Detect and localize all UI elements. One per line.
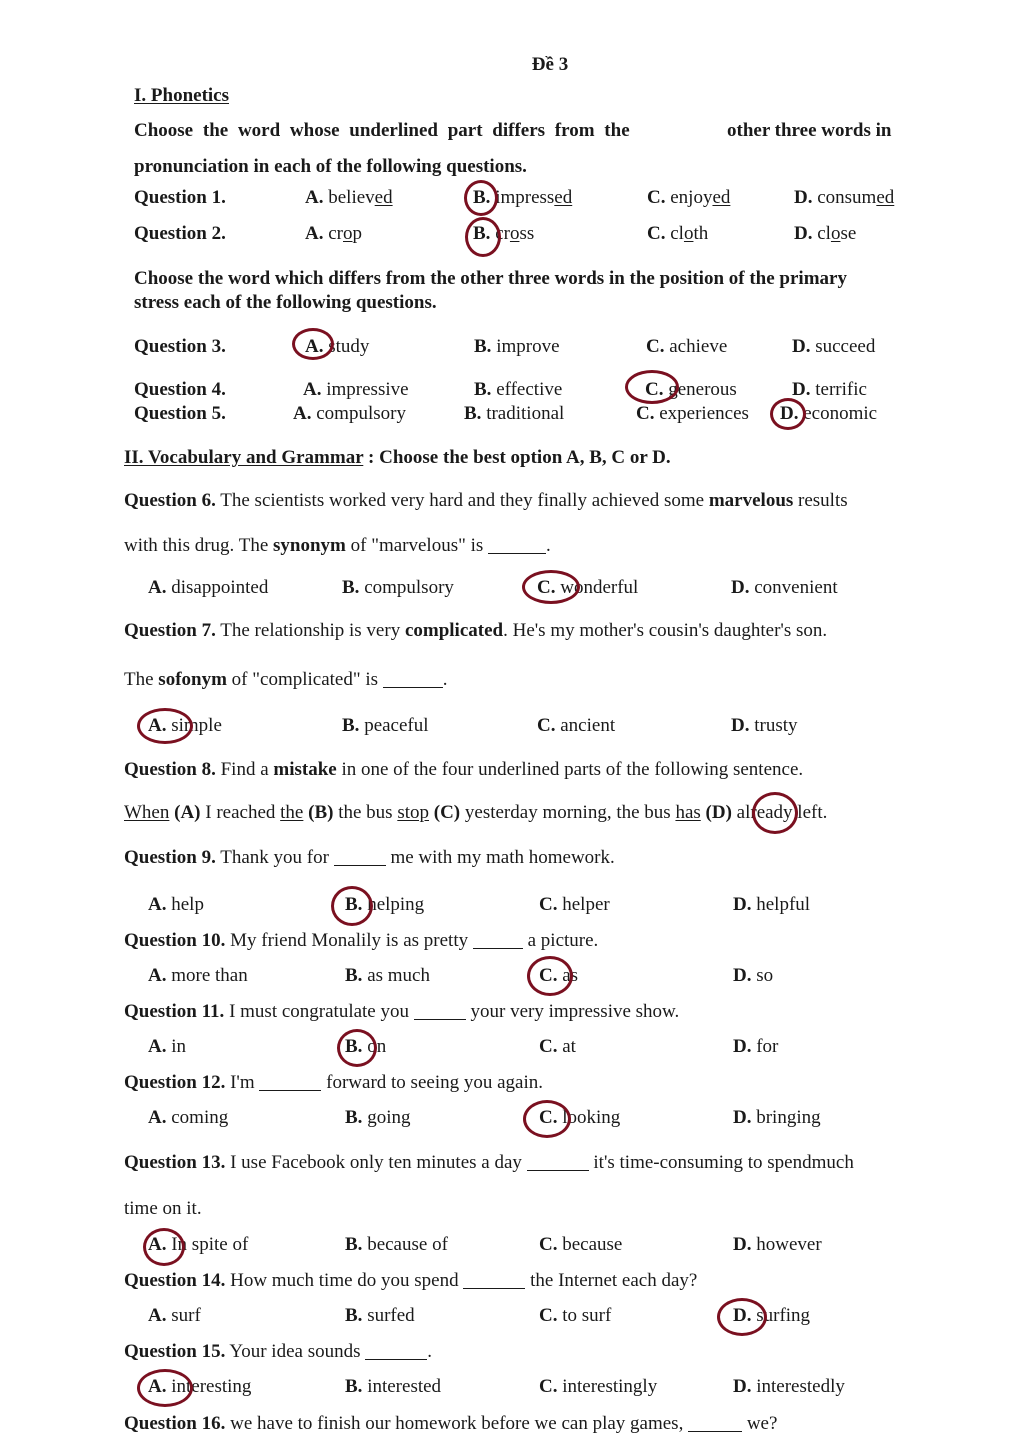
q2-option-a[interactable]: A. crop	[305, 223, 362, 244]
instruction-stress-line2: stress each of the following questions.	[134, 292, 437, 313]
q1-option-b[interactable]: B. impressed	[473, 187, 573, 208]
q15-option-d[interactable]: D. interestedly	[733, 1376, 845, 1397]
q11-option-b[interactable]: B. on	[345, 1036, 387, 1057]
question-5-label: Question 5.	[134, 403, 226, 424]
q15-option-b[interactable]: B. interested	[345, 1376, 442, 1397]
q3-option-d[interactable]: D. succeed	[792, 336, 876, 357]
section-vocabulary-heading: II. Vocabulary and Grammar : Choose the best option A, B, C or D.	[124, 447, 671, 468]
q13-option-d[interactable]: D. however	[733, 1234, 822, 1255]
q6-option-c[interactable]: C. wonderful	[537, 577, 639, 598]
q10-option-b[interactable]: B. as much	[345, 965, 430, 986]
q2-option-b[interactable]: B. cross	[473, 223, 535, 244]
question-2-label: Question 2.	[134, 223, 226, 244]
question-4-label: Question 4.	[134, 379, 226, 400]
q4-option-c[interactable]: C. generous	[645, 379, 737, 400]
q14-option-c[interactable]: C. to surf	[539, 1305, 612, 1326]
q9-option-b[interactable]: B. helping	[345, 894, 425, 915]
question-15-line: Question 15. Your idea sounds .	[124, 1341, 432, 1362]
q10-option-c[interactable]: C. as	[539, 965, 579, 986]
q6-option-d[interactable]: D. convenient	[731, 577, 838, 598]
q7-option-a[interactable]: A. simple	[148, 715, 222, 736]
page-title: Đề 3	[531, 54, 569, 75]
q3-option-c[interactable]: C. achieve	[646, 336, 728, 357]
q12-option-a[interactable]: A. coming	[148, 1107, 229, 1128]
q14-option-b[interactable]: B. surfed	[345, 1305, 415, 1326]
q12-option-c[interactable]: C. looking	[539, 1107, 621, 1128]
question-3-label: Question 3.	[134, 336, 226, 357]
q5-option-b[interactable]: B. traditional	[464, 403, 565, 424]
q6-option-b[interactable]: B. compulsory	[342, 577, 454, 598]
q2-option-d[interactable]: D. close	[794, 223, 857, 244]
instruction-pronunciation-line1b: other three words in	[727, 120, 892, 141]
q5-option-d[interactable]: D. economic	[780, 403, 878, 424]
question-13-line2: time on it.	[124, 1198, 202, 1219]
q1-option-a[interactable]: A. believed	[305, 187, 393, 208]
question-10-line: Question 10. My friend Monalily is as pretty a picture.	[124, 930, 599, 951]
q10-option-a[interactable]: A. more than	[148, 965, 248, 986]
question-6-line1: Question 6. The scientists worked very hard and they finally achieved some marvelous results	[124, 490, 848, 511]
question-12-line: Question 12. I'm forward to seeing you again.	[124, 1072, 543, 1093]
question-8-line1: Question 8. Find a mistake in one of the four underlined parts of the following sentence.	[124, 759, 804, 780]
question-16-line: Question 16. we have to finish our homework before we can play games, we?	[124, 1413, 778, 1434]
question-14-line: Question 14. How much time do you spend the Internet each day?	[124, 1270, 698, 1291]
question-1-label: Question 1.	[134, 187, 226, 208]
q4-option-d[interactable]: D. terrific	[792, 379, 867, 400]
instruction-stress-line1: Choose the word which differs from the other three words in the position of the primary	[134, 268, 847, 289]
question-11-line: Question 11. I must congratulate you your very impressive show.	[124, 1001, 680, 1022]
question-13-line1: Question 13. I use Facebook only ten minutes a day it's time-consuming to spendmuch	[124, 1152, 854, 1173]
instruction-pronunciation-line1: Choose the word whose underlined part differs from the	[134, 120, 630, 141]
q3-option-b[interactable]: B. improve	[474, 336, 560, 357]
q15-option-c[interactable]: C. interestingly	[539, 1376, 658, 1397]
question-9-line: Question 9. Thank you for me with my math homework.	[124, 847, 615, 868]
q4-option-a[interactable]: A. impressive	[303, 379, 409, 400]
q2-option-c[interactable]: C. cloth	[647, 223, 709, 244]
q1-option-d[interactable]: D. consumed	[794, 187, 895, 208]
q12-option-b[interactable]: B. going	[345, 1107, 411, 1128]
instruction-pronunciation-line2: pronunciation in each of the following questions.	[134, 156, 527, 177]
q4-option-b[interactable]: B. effective	[474, 379, 563, 400]
q5-option-a[interactable]: A. compulsory	[293, 403, 406, 424]
question-8-sentence: When (A) I reached the (B) the bus stop (C) yesterday morning, the bus has (D) already left.	[124, 802, 828, 823]
q11-option-a[interactable]: A. in	[148, 1036, 187, 1057]
q13-option-b[interactable]: B. because of	[345, 1234, 448, 1255]
q5-option-c[interactable]: C. experiences	[636, 403, 749, 424]
q11-option-c[interactable]: C. at	[539, 1036, 576, 1057]
q9-option-d[interactable]: D. helpful	[733, 894, 811, 915]
q7-option-d[interactable]: D. trusty	[731, 715, 798, 736]
q13-option-c[interactable]: C. because	[539, 1234, 623, 1255]
q6-option-a[interactable]: A. disappointed	[148, 577, 269, 598]
q14-option-d[interactable]: D. surfing	[733, 1305, 811, 1326]
q15-option-a[interactable]: A. interesting	[148, 1376, 252, 1397]
q1-option-c[interactable]: C. enjoyed	[647, 187, 731, 208]
q12-option-d[interactable]: D. bringing	[733, 1107, 821, 1128]
q7-option-b[interactable]: B. peaceful	[342, 715, 429, 736]
q3-option-a[interactable]: A. study	[305, 336, 370, 357]
q9-option-a[interactable]: A. help	[148, 894, 204, 915]
q10-option-d[interactable]: D. so	[733, 965, 774, 986]
section-phonetics-heading: I. Phonetics	[134, 85, 229, 106]
q7-option-c[interactable]: C. ancient	[537, 715, 616, 736]
q9-option-c[interactable]: C. helper	[539, 894, 610, 915]
q11-option-d[interactable]: D. for	[733, 1036, 779, 1057]
question-7-line2: The sofonym of "complicated" is .	[124, 669, 448, 690]
q13-option-a[interactable]: A. In spite of	[148, 1234, 249, 1255]
question-7-line1: Question 7. The relationship is very complicated. He's my mother's cousin's daughter's son.	[124, 620, 828, 641]
q14-option-a[interactable]: A. surf	[148, 1305, 201, 1326]
question-6-line2: with this drug. The synonym of "marvelous" is .	[124, 535, 551, 556]
